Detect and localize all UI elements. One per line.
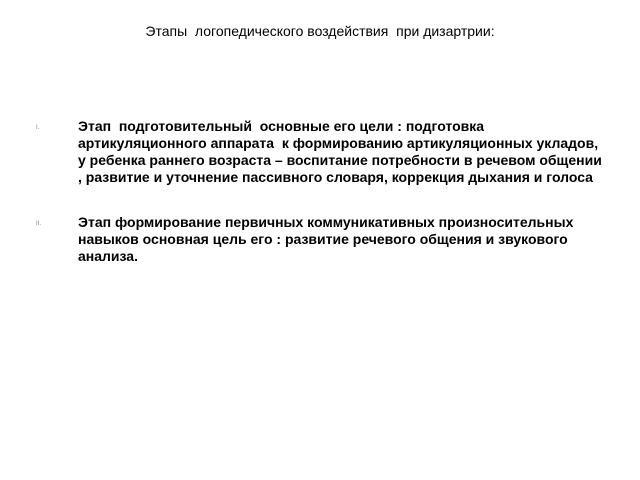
list-item-text: Этап подготовительный основные его цели : подготовка артикуляционного аппарата к формированию артикуляционных укладов, у ребенка раннего возраста – воспитание потребности в речевом общении , развитие и уточнение пассивного словаря, коррекция дыхания и голоса [78, 118, 606, 185]
slide-title: Этапы логопедического воздействия при дизартрии: [145, 23, 495, 39]
list-marker: II. [36, 221, 42, 227]
list-marker: I. [36, 125, 40, 131]
list-item-text: Этап формирование первичных коммуникативных произносительных навыков основная цель его : развитие речевого общения и звукового анализа. [78, 214, 578, 264]
